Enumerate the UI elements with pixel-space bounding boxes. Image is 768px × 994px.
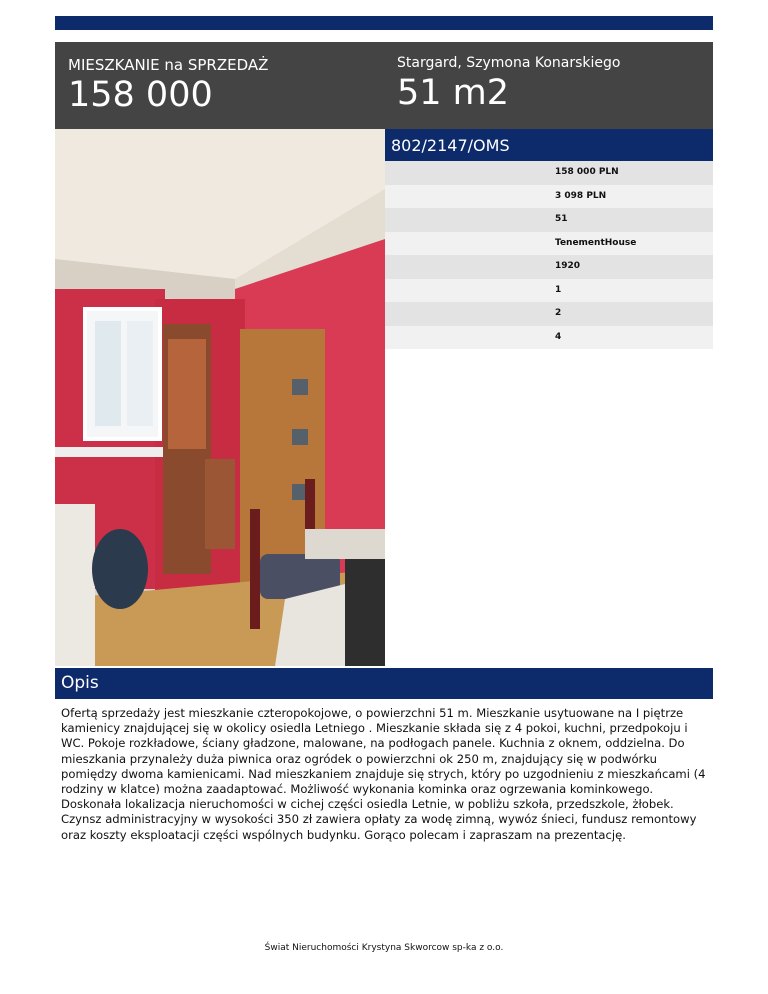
reference-bar xyxy=(385,129,713,161)
listing-header xyxy=(55,42,713,129)
description-title: Opis xyxy=(61,673,99,693)
param-row xyxy=(385,302,713,326)
footer-agency: Świat Nieruchomości Krystyna Skworcow sp-ka z o.o. xyxy=(264,943,504,953)
param-row xyxy=(385,279,713,303)
param-value: 1 xyxy=(555,284,562,295)
param-value: 4 xyxy=(555,331,562,342)
param-value: 1920 xyxy=(555,261,581,271)
parameters-table xyxy=(385,161,713,349)
description-header xyxy=(55,668,713,699)
param-value: TenementHouse xyxy=(555,237,637,248)
property-photo xyxy=(55,129,385,666)
location: Stargard, Szymona Konarskiego xyxy=(397,55,621,71)
param-row xyxy=(385,326,713,350)
offer-type: MIESZKANIE na SPRZEDAŻ xyxy=(68,56,269,74)
param-value: 51 xyxy=(555,214,568,224)
param-row xyxy=(385,185,713,209)
param-value: 3 098 PLN xyxy=(555,190,607,201)
param-value: 2 xyxy=(555,308,562,318)
param-row xyxy=(385,232,713,256)
param-row xyxy=(385,161,713,185)
param-row xyxy=(385,208,713,232)
description-text: Ofertą sprzedaży jest mieszkanie czteropokojowe, o powierzchni 51 m. Mieszkanie usytuowane na I piętrze kamienicy znajdującej się w okolicy osiedla Letniego . Mieszkanie składa się z 4 pokoi, kuchni, przedpokoju i WC. Pokoje rozkładowe, ściany gładzone, malowane, na podłogach panele. Kuchnia z oknem, oddzielna. Do mieszkania przynależy duża piwnica oraz ogródek o powierzchni ok 250 m, znajdujący się w podwórku pomiędzy dwoma kamienicami. Nad mieszkaniem znajduje się strych, który po uzgodnieniu z mieszkańcami (4 rodziny w klatce) można zaadaptować. Możliwość wykonania kominka oraz ogrzewania kominkowego. Doskonała lokalizacja nieruchomości w cichej części osiedla Letnie, w pobliżu szkoła, przedszkole, żłobek. Czynsz administracyjny w wysokości 350 zł zawiera opłaty za wodę zimną, wywóz śnieci, fundusz remontowy oraz koszty eksploatacji części wspólnych budynku. Gorąco polecam i zapraszam na prezentację. xyxy=(61,706,706,842)
reference-number: 802/2147/OMS xyxy=(391,136,510,155)
param-value: 158 000 PLN xyxy=(555,167,619,177)
price: 158 000 xyxy=(68,75,213,115)
param-row xyxy=(385,255,713,279)
top-accent-bar xyxy=(55,16,713,30)
area: 51 m2 xyxy=(397,73,510,113)
